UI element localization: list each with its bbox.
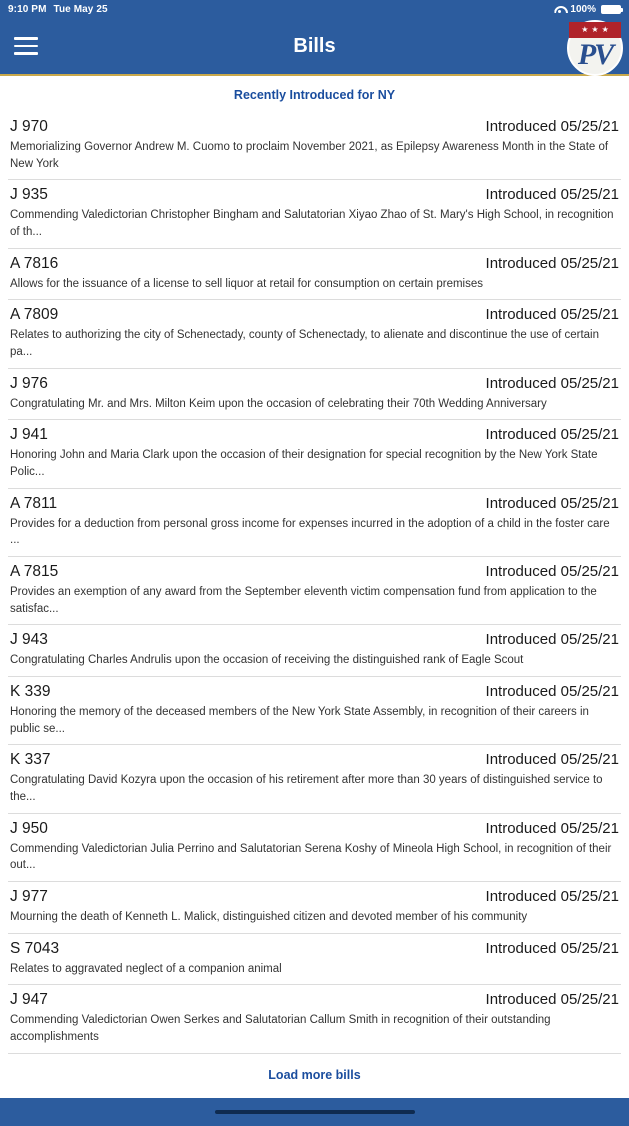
bill-identifier: K 337 [10, 751, 51, 769]
star-icon: ★ [591, 25, 599, 34]
bill-identifier: J 935 [10, 186, 48, 204]
bill-list-item[interactable] [8, 985, 621, 1053]
bill-row-header [10, 495, 619, 513]
bill-status: Introduced 05/25/21 [485, 118, 619, 135]
bill-identifier: S 7043 [10, 939, 60, 957]
bill-list-item[interactable] [8, 369, 621, 421]
bill-list-item[interactable] [8, 814, 621, 882]
bill-status: Introduced 05/25/21 [485, 683, 619, 701]
bill-description: Congratulating David Kozyra upon the occasion of his retirement after more than 30 years of distinguished service to the... [10, 774, 603, 804]
bill-list-item[interactable] [8, 489, 621, 557]
bill-status: Introduced 05/25/21 [485, 426, 619, 444]
bill-description: Commending Valedictorian Owen Serkes and Salutatorian Callum Smith in recognition of their outstanding accomplishments [10, 1014, 551, 1044]
bill-row-header [10, 563, 619, 581]
bill-identifier: A 7811 [10, 494, 58, 512]
bill-identifier: J 977 [10, 888, 48, 906]
bill-status: Introduced 05/25/21 [485, 186, 619, 204]
bill-row-header [10, 888, 619, 906]
status-time: 9:10 PM [8, 3, 47, 15]
bill-list-item[interactable] [8, 882, 621, 934]
hamburger-menu-icon[interactable] [4, 24, 48, 68]
star-icon: ★ [601, 25, 609, 34]
bill-status: Introduced 05/25/21 [485, 494, 619, 512]
bill-identifier: J 970 [10, 118, 48, 135]
bill-list-item[interactable] [8, 420, 621, 488]
bill-identifier: J 950 [10, 819, 48, 837]
hamburger-bar [14, 45, 38, 48]
bill-identifier: A 7809 [10, 306, 59, 324]
load-more-container [0, 1054, 629, 1098]
app-logo[interactable] [567, 20, 623, 76]
bill-row-header [10, 820, 619, 838]
bill-identifier: J 976 [10, 374, 48, 392]
bill-row-header [10, 426, 619, 444]
bill-row-header [10, 751, 619, 769]
bill-description: Relates to authorizing the city of Schenectady, county of Schenectady, to alienate and discontinue the use of certain pa... [10, 329, 599, 359]
section-header-label: Recently Introduced for NY [233, 88, 396, 102]
bill-list-item[interactable] [8, 677, 621, 745]
bill-description: Mourning the death of Kenneth L. Malick, distinguished citizen and devoted member of his community [10, 911, 528, 924]
bill-identifier: A 7815 [10, 563, 59, 581]
bill-description: Provides an exemption of any award from the September eleventh victim compensation fund from application to the satisfac... [10, 586, 597, 615]
bill-identifier: J 943 [10, 631, 48, 649]
bill-status: Introduced 05/25/21 [485, 939, 619, 957]
bill-row-header [10, 186, 619, 204]
bill-row-header [10, 940, 619, 958]
bill-description: Provides for a deduction from personal gross income for expenses incurred in the adoption of a child in the foster care ... [10, 517, 610, 547]
bill-description: Commending Valedictorian Julia Perrino and Salutatorian Serena Koshy of Mineola High School, in recognition of their out... [10, 842, 612, 872]
bill-row-header [10, 306, 619, 324]
bill-row-header [10, 683, 619, 701]
bill-description: Commending Valedictorian Christopher Bingham and Salutatorian Xiyao Zhao of St. Mary's High School, in recognition of th... [10, 209, 614, 239]
bill-status: Introduced 05/25/21 [485, 374, 619, 392]
star-icon: ★ [581, 25, 589, 34]
bill-description: Congratulating Charles Andrulis upon the occasion of receiving the distinguished rank of Eagle Scout [10, 654, 524, 667]
bill-row-header [10, 375, 619, 393]
bill-list-item[interactable] [8, 745, 621, 813]
logo-stars [569, 22, 621, 38]
hamburger-bar [14, 52, 38, 55]
bill-list-item[interactable] [8, 249, 621, 301]
bill-status: Introduced 05/25/21 [485, 563, 619, 581]
status-bar-right [553, 4, 621, 15]
bill-description: Honoring the memory of the deceased members of the New York State Assembly, in recognition of their careers in public se... [10, 706, 589, 735]
home-indicator[interactable] [215, 1110, 415, 1114]
bill-status: Introduced 05/25/21 [485, 819, 619, 837]
bill-status: Introduced 05/25/21 [485, 306, 619, 324]
bill-list-item[interactable] [8, 934, 621, 986]
bill-identifier: J 947 [10, 991, 48, 1009]
bill-identifier: K 339 [10, 683, 51, 701]
bill-status: Introduced 05/25/21 [485, 888, 619, 906]
bill-list [0, 112, 629, 1054]
bill-row-header [10, 631, 619, 649]
bill-list-item[interactable] [8, 625, 621, 677]
logo-text: PV [577, 38, 613, 71]
bill-row-header [10, 255, 619, 273]
section-header [0, 76, 629, 112]
hamburger-bar [14, 37, 38, 40]
bill-list-item[interactable] [8, 180, 621, 248]
battery-percent-label: 100% [570, 3, 596, 15]
wifi-icon [553, 4, 565, 14]
bill-description: Relates to aggravated neglect of a companion animal [10, 962, 282, 975]
bill-list-item[interactable] [8, 557, 621, 625]
nav-bar [0, 18, 629, 76]
bill-row-header [10, 991, 619, 1009]
bill-list-item[interactable] [8, 300, 621, 368]
bill-row-header [10, 118, 619, 136]
status-date: Tue May 25 [53, 3, 108, 15]
bill-status: Introduced 05/25/21 [485, 751, 619, 769]
bill-description: Memorializing Governor Andrew M. Cuomo to proclaim November 2021, as Epilepsy Awareness Month in the State of New York [10, 141, 609, 170]
page-title: Bills [293, 34, 336, 57]
load-more-bills-button[interactable]: Load more bills [268, 1067, 361, 1082]
battery-icon [601, 5, 621, 14]
status-bar-left [8, 4, 108, 15]
bill-identifier: J 941 [10, 426, 48, 444]
bill-status: Introduced 05/25/21 [485, 991, 619, 1009]
bill-identifier: A 7816 [10, 254, 59, 272]
bill-status: Introduced 05/25/21 [485, 631, 619, 649]
bottom-bar [0, 1098, 629, 1126]
status-bar [0, 0, 629, 18]
bill-description: Honoring John and Maria Clark upon the occasion of their designation for special recognition by the New York State Polic... [10, 449, 598, 479]
bill-status: Introduced 05/25/21 [485, 254, 619, 272]
bill-list-item[interactable] [8, 112, 621, 180]
bill-description: Congratulating Mr. and Mrs. Milton Keim upon the occasion of celebrating their 70th Wedding Anniversary [10, 397, 547, 410]
bill-description: Allows for the issuance of a license to sell liquor at retail for consumption on certain premises [10, 277, 484, 290]
